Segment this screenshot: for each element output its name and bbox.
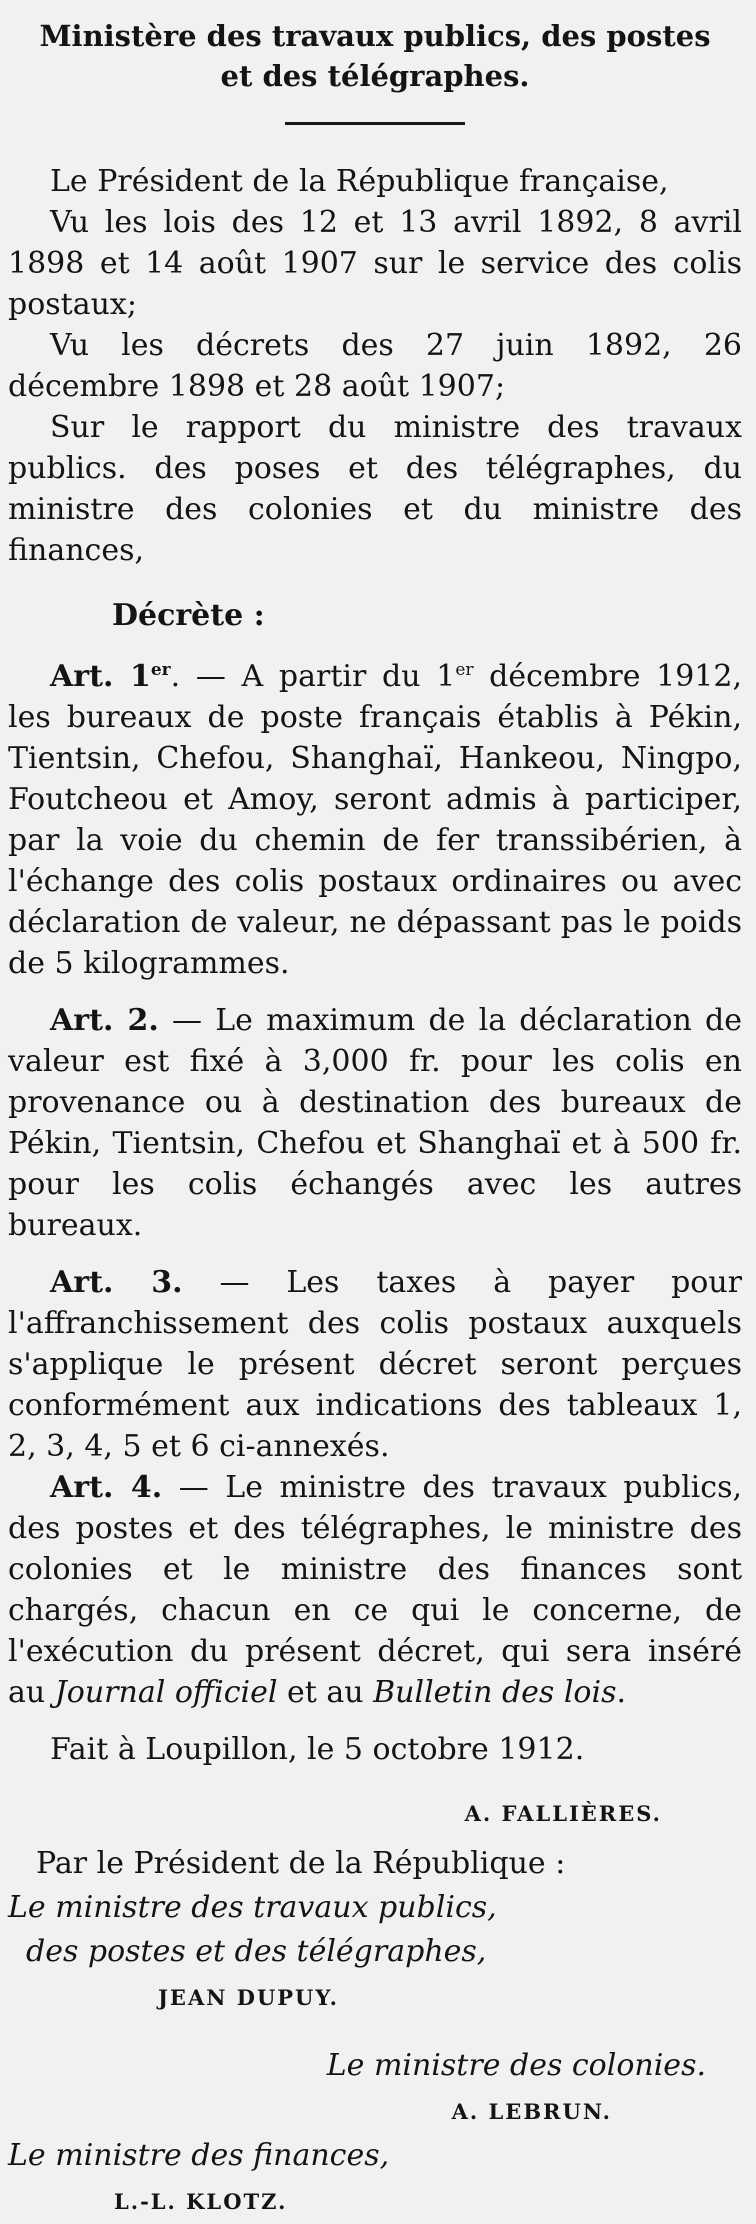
preamble-rapport: Sur le rapport du ministre des travaux publics. des poses et des télégraphes, du ministre des colonies et du ministre des finances,	[8, 410, 742, 568]
preamble-vu-decrets: Vu les décrets des 27 juin 1892, 26 décembre 1898 et 28 août 1907;	[8, 328, 742, 404]
article-4-label: Art. 4.	[50, 1470, 163, 1505]
preamble-president: Le Président de la République française,	[50, 164, 669, 199]
signer-finances: L.-L. KLOTZ.	[114, 2189, 288, 2214]
minister-finances: Le ministre des finances,	[8, 2138, 390, 2173]
minister-tp-line-2: des postes et des télégraphes,	[26, 1934, 487, 1969]
journal-officiel: Journal officiel	[54, 1675, 278, 1710]
signer-tp: JEAN DUPUY.	[158, 1985, 339, 2010]
title-divider	[285, 122, 465, 125]
article-4: Art. 4. — Le ministre des travaux publics, des postes et des télégraphes, le ministre des colonies et le ministre des finances sont chargés, chacun en ce qui le concerne, de l'exécution du présent décret, qui sera inséré au Journal officiel et au Bulletin des lois.	[8, 1470, 742, 1710]
signer-president: A. FALLIÈRES.	[464, 1801, 662, 1826]
minister-colonies: Le ministre des colonies.	[326, 2048, 706, 2083]
article-3-label: Art. 3.	[50, 1265, 183, 1300]
fait-date: Fait à Loupillon, le 5 octobre 1912.	[50, 1732, 585, 1767]
minister-tp-line-1: Le ministre des travaux publics,	[8, 1890, 497, 1925]
signatures	[8, 1790, 742, 2224]
article-2: Art. 2. — Le maximum de la déclaration de valeur est fixé à 3,000 fr. pour les colis en provenance ou à destination des bureaux de Pékin, Tientsin, Chefou et Shanghaï et à 500 fr. pour les colis échangés avec les autres bureaux.	[8, 1003, 742, 1243]
article-1: Art. 1er. — A partir du 1er décembre 1912, les bureaux de poste français établis à Pékin, Tientsin, Chefou, Shanghaï, Hankeou, Ningpo, Foutcheou et Amoy, seront admis à participer, par la voie du chemin de fer transsibérien, à l'échange des colis postaux ordinaires ou avec déclaration de valeur, ne dépassant pas le poids de 5 kilogrammes.	[8, 659, 743, 981]
decrete-heading: Décrète :	[112, 598, 265, 633]
title-line-1: Ministère des travaux publics, des postes	[39, 19, 711, 53]
document-title	[8, 0, 742, 96]
title-line-2: et des télégraphes.	[220, 59, 530, 93]
article-3: Art. 3. — Les taxes à payer pour l'affranchissement des colis postaux auxquels s'applique le présent décret seront perçues conformément aux indications des tableaux 1, 2, 3, 4, 5 et 6 ci-annexés.	[8, 1265, 742, 1464]
par-le-president: Par le Président de la République :	[36, 1846, 566, 1881]
signer-colonies: A. LEBRUN.	[451, 2099, 612, 2124]
bulletin-des-lois: Bulletin des lois	[373, 1675, 617, 1710]
article-1-label: Art. 1er	[50, 659, 171, 694]
preamble-vu-lois: Vu les lois des 12 et 13 avril 1892, 8 avril 1898 et 14 août 1907 sur le service des colis postaux;	[8, 205, 742, 322]
article-2-label: Art. 2.	[50, 1003, 159, 1038]
